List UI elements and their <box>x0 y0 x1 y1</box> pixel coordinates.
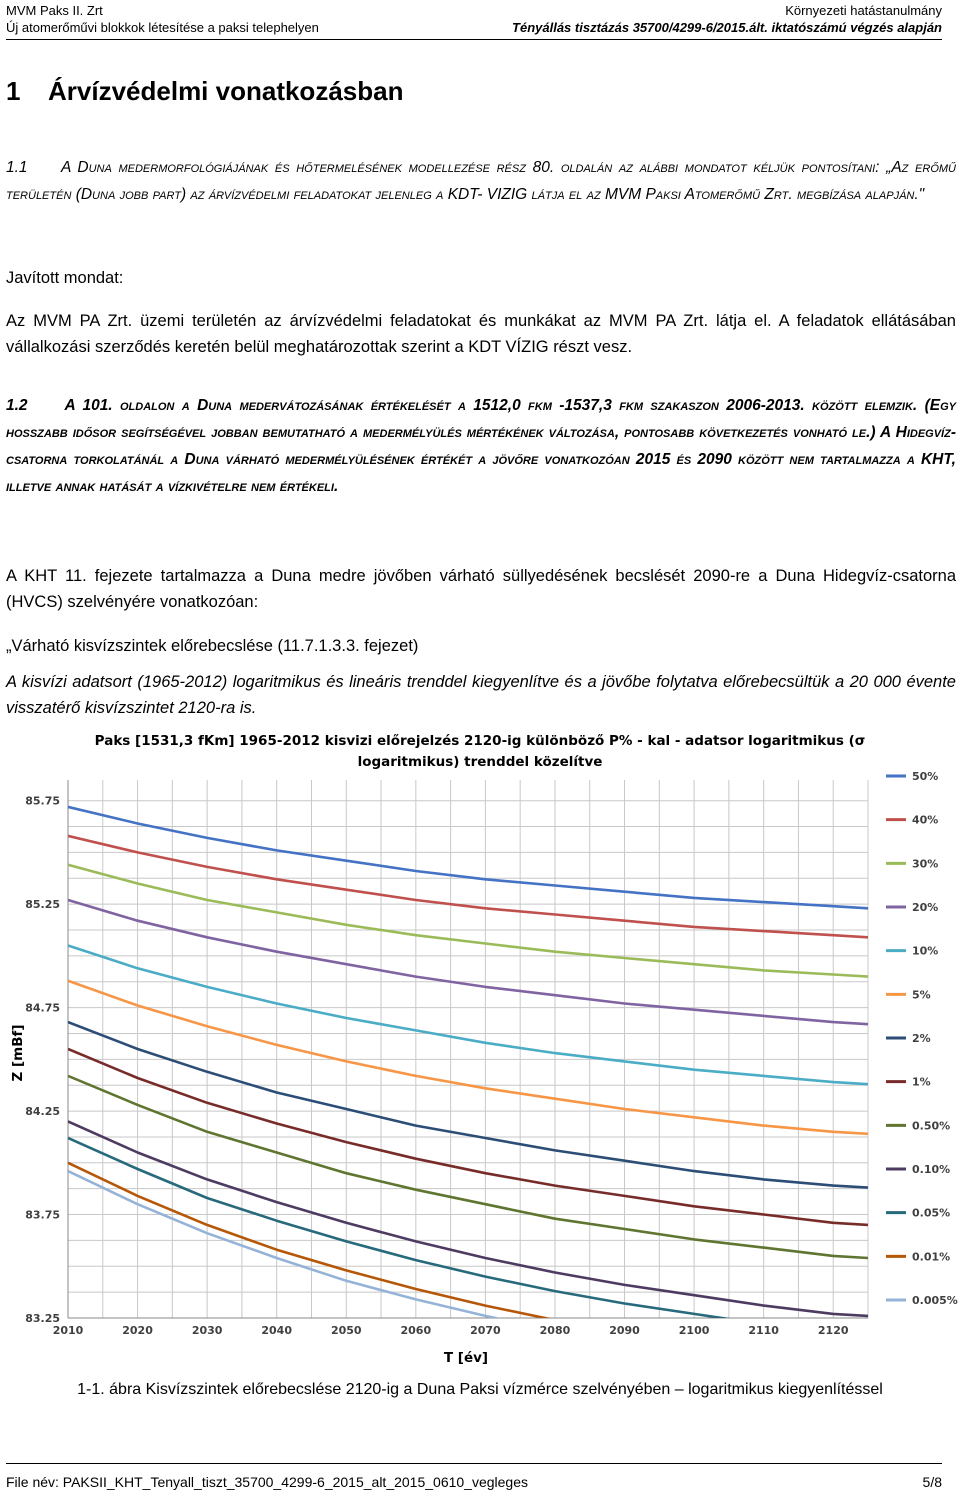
x-tick-label: 2080 <box>539 1324 571 1337</box>
chart-y-axis-label: Z [mBf] <box>10 1024 26 1082</box>
x-tick-label: 2010 <box>52 1324 84 1337</box>
x-tick-label: 2090 <box>609 1324 640 1337</box>
header-divider <box>6 39 942 40</box>
x-tick-label: 2070 <box>470 1324 501 1337</box>
corrected-label: Javított mondat: <box>6 269 124 287</box>
series-line-20- <box>68 900 868 1024</box>
figure-caption: 1-1. ábra Kisvízszintek előrebecslése 2120-ig a Duna Paksi vízmérce szelvényében – logaritmikus kiegyenlítéssel <box>77 1381 883 1398</box>
header-doc-ref: Tényállás tisztázás 35700/4299-6/2015.ált. iktatószámú végzés alapján <box>512 20 942 35</box>
x-tick-label: 2030 <box>191 1324 223 1337</box>
series-line-0-50- <box>68 1076 868 1258</box>
series-line-50- <box>68 807 868 908</box>
legend-label: 5% <box>912 988 931 1002</box>
legend-label: 1% <box>912 1075 931 1089</box>
x-tick-label: 2050 <box>330 1324 362 1337</box>
chart-title-line1: Paks [1531,3 fKm] 1965-2012 kisvizi előrejelzés 2120-ig különböző P% - kal - adatsor logaritmikus (σ <box>94 733 866 749</box>
legend-label: 0.05% <box>912 1206 951 1220</box>
legend-label: 50% <box>912 770 939 783</box>
chart-grid <box>68 780 868 1318</box>
header-project: Új atomerőművi blokkok létesítése a paksi telephelyen <box>6 20 319 35</box>
series-line-30- <box>68 865 868 977</box>
header-company: MVM Paks II. Zrt <box>6 3 103 18</box>
legend-label: 0.50% <box>912 1119 951 1133</box>
x-tick-label: 2060 <box>400 1324 432 1337</box>
section-1-2-number: 1.2 <box>6 397 28 414</box>
legend-label: 20% <box>912 901 939 914</box>
footer-file-name: File név: PAKSII_KHT_Tenyall_tiszt_35700_4299-6_2015_alt_2015_0610_vegleges <box>6 1474 529 1490</box>
x-tick-label: 2120 <box>817 1324 849 1337</box>
chart-x-axis-label: T [év] <box>443 1350 489 1366</box>
header-doc-type: Környezeti hatástanulmány <box>785 3 942 18</box>
series-line-40- <box>68 836 868 937</box>
legend-label: 40% <box>912 813 939 827</box>
page-header-left <box>6 2 319 36</box>
y-tick-label: 84.25 <box>25 1105 60 1119</box>
footer-divider <box>6 1463 942 1464</box>
x-tick-label: 2100 <box>678 1324 710 1337</box>
y-tick-label: 84.75 <box>25 1001 60 1015</box>
section-1-1-heading <box>6 154 956 208</box>
series-line-0-05- <box>68 1138 868 1335</box>
chart-x-ticks <box>53 1324 849 1337</box>
chart-y-ticks <box>25 795 60 1325</box>
italic-paragraph: A kisvízi adatsort (1965-2012) logaritmikus és lineáris trenddel kiegyenlítve és a jövőbe folytatva előrebecsültük a 20 000 évente visszatérő kisvízszintet 2120-ra is. <box>6 673 956 717</box>
section-1-2-heading <box>6 392 956 500</box>
chart-legend <box>886 770 958 1307</box>
legend-label: 0.005% <box>912 1294 958 1307</box>
x-tick-label: 2110 <box>748 1324 779 1337</box>
y-tick-label: 83.25 <box>25 1312 60 1325</box>
corrected-text: Az MVM PA Zrt. üzemi területén az árvízvédelmi feladatokat és munkákat az MVM PA Zrt. látja el. A feladatok ellátásában vállalkozási szerződés keretén belül meghatározottak szerint a KDT VÍZIG részt vesz. <box>6 312 956 356</box>
section-1-2-text: A 101. oldalon a Duna medervátozásának értékelését a 1512,0 fkm -1537,3 fkm szakaszon 2006-2013. között elemzik. (Egy hosszabb idősor segítségével jobban bemutatható a medermélyülés mértékének változása, pontosabb következetés vonható le.) A Hidegvíz-csatorna torkolatánál a Duna várható medermélyülésének értékét a jövőre vonatkozóan 2015 és 2090 között nem tartalmazza a KHT, illetve annak hatását a vízkivételre nem értékeli. <box>6 397 956 495</box>
x-tick-label: 2040 <box>261 1324 293 1337</box>
heading-1-number: 1 <box>6 76 21 106</box>
y-tick-label: 83.75 <box>25 1208 60 1222</box>
chart-title-line2: logaritmikus) trenddel közelítve <box>357 754 603 770</box>
page-header-right <box>512 2 942 36</box>
series-line-0-10- <box>68 1121 868 1316</box>
footer-page-number: 5/8 <box>922 1474 942 1490</box>
legend-label: 2% <box>912 1032 931 1045</box>
x-tick-label: 2020 <box>122 1324 153 1337</box>
legend-label: 0.10% <box>912 1163 951 1176</box>
legend-label: 30% <box>912 857 939 871</box>
chart-series-group <box>68 807 868 1371</box>
legend-label: 10% <box>912 944 939 958</box>
low-water-forecast-chart <box>0 726 960 1371</box>
section-1-1-number: 1.1 <box>6 159 28 176</box>
heading-1-text: Árvízvédelmi vonatkozásban <box>48 76 404 106</box>
heading-1 <box>6 76 403 107</box>
section-1-1-text: A Duna medermorfológiájának és hőtermelésének modellezése rész 80. oldalán az alábbi mondatot kéljük pontosítani: „Az erőmű területén (Duna jobb part) az árvízvédelmi feladatokat jelenleg a KDT- VIZIG látja el az MVM Paksi Atomerőmű Zrt. megbízása alapján." <box>6 159 956 203</box>
y-tick-label: 85.75 <box>25 794 60 808</box>
kht-paragraph: A KHT 11. fejezete tartalmazza a Duna medre jövőben várható süllyedésének becslését 2090-re a Duna Hidegvíz-csatorna (HVCS) szelvényére vonatkozóan: <box>6 567 956 611</box>
legend-label: 0.01% <box>912 1250 951 1264</box>
quote-line: „Várható kisvízszintek előrebecslése (11.7.1.3.3. fejezet) <box>6 637 419 655</box>
y-tick-label: 85.25 <box>25 898 60 912</box>
